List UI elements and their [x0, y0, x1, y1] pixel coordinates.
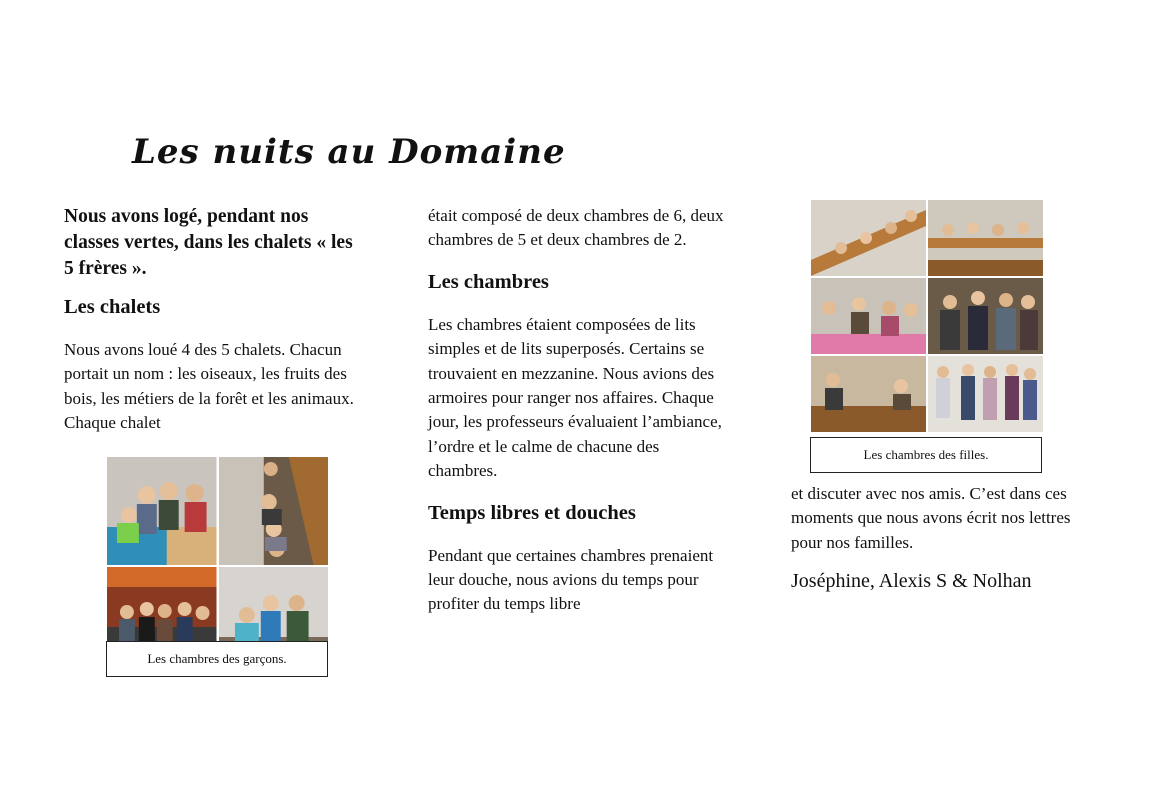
heading-chambres: Les chambres — [428, 270, 549, 293]
girls-photo-collage — [811, 200, 1043, 432]
boys-photo-1 — [107, 457, 217, 565]
girls-photo-caption: Les chambres des filles. — [810, 437, 1042, 473]
chambres-text: Les chambres étaient composées de lits simples et de lits superposés. Certains se trouvaient en mezzanine. Nous avions des armoires pour ranger nos affaires. Chaque jour, les professeurs évaluaient l’ambiance, l’ordre et le calme de chacune des chambres. — [428, 314, 722, 481]
boys-photo-caption: Les chambres des garçons. — [106, 641, 328, 677]
girls-photo-6 — [928, 356, 1043, 432]
girls-photo-5 — [811, 356, 926, 432]
column-1 — [64, 204, 364, 436]
chalets-text-continued: était composé de deux chambres de 6, deux chambres de 5 et deux chambres de 2. — [428, 206, 724, 250]
intro-text: Nous avons logé, pendant nos classes vertes, dans les chalets « les 5 frères ». — [64, 206, 353, 279]
temps-libres-text: Pendant que certaines chambres prenaient leur douche, nous avions du temps pour profiter du temps libre — [428, 545, 714, 614]
heading-chalets: Les chalets — [64, 296, 161, 318]
boys-photo-2 — [219, 457, 329, 565]
author-signature: Joséphine, Alexis S & Nolhan — [791, 570, 1032, 593]
girls-photo-3 — [811, 278, 926, 354]
chalets-text: Nous avons loué 4 des 5 chalets. Chacun portait un nom : les oiseaux, les fruits des bois, les métiers de la forêt et les animaux. Chaque chalet — [64, 340, 354, 433]
page-title: Les nuits au Domaine — [132, 132, 566, 172]
girls-photo-4 — [928, 278, 1043, 354]
heading-temps-libres: Temps libres et douches — [428, 501, 636, 524]
column-2 — [428, 204, 728, 617]
girls-photo-1 — [811, 200, 926, 276]
girls-photo-2 — [928, 200, 1043, 276]
temps-libres-text-continued: et discuter avec nos amis. C’est dans ces moments que nous avons écrit nos lettres pour nos familles. — [791, 484, 1071, 552]
column-3 — [791, 482, 1091, 594]
